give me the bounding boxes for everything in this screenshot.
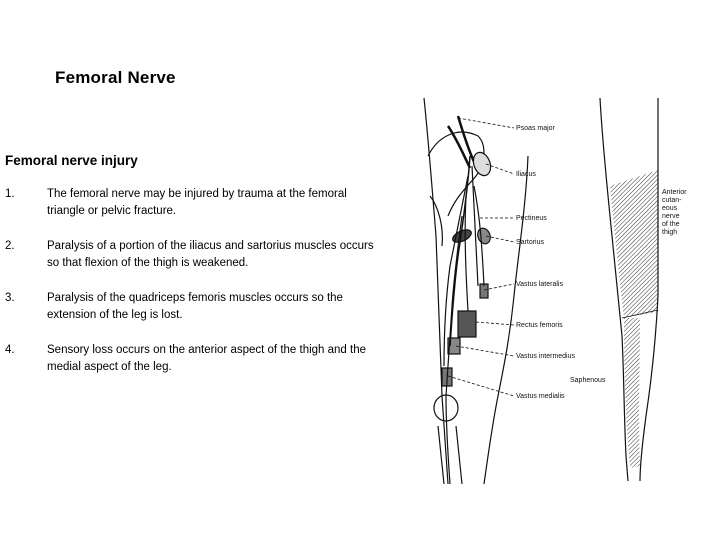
- label-vastus-medialis: Vastus medialis: [516, 393, 565, 400]
- cutaneous-label-line: nerve: [662, 213, 680, 220]
- cutaneous-label-line: Anterior: [662, 189, 687, 196]
- point-text: Sensory loss occurs on the anterior aspect of the thigh and the medial aspect of the leg.: [47, 344, 366, 373]
- label-vastus-intermedius: Vastus intermedius: [516, 353, 576, 360]
- cutaneous-nerve-label: [662, 189, 687, 236]
- section-heading: Femoral nerve injury: [5, 153, 138, 168]
- cutaneous-label-line: cutan-: [662, 197, 682, 204]
- label-rectus-femoris: Rectus femoris: [516, 322, 563, 329]
- injury-point: [5, 238, 385, 272]
- point-text: Paralysis of a portion of the iliacus and sartorius muscles occurs so that flexion of the thigh is weakened.: [47, 240, 374, 269]
- label-vastus-lateralis: Vastus lateralis: [516, 281, 563, 288]
- point-text: The femoral nerve may be injured by trauma at the femoral triangle or pelvic fracture.: [47, 188, 347, 217]
- point-number: 3.: [5, 292, 15, 304]
- injury-point: [5, 342, 385, 376]
- leg-sensory-map-drawing: [600, 98, 658, 481]
- point-number: 2.: [5, 240, 15, 252]
- injury-point: [5, 186, 385, 220]
- injury-point-list: [5, 186, 385, 394]
- label-pectineus: Pectineus: [516, 215, 547, 222]
- cutaneous-label-line: of the: [662, 221, 680, 228]
- label-iliacus: Iliacus: [516, 171, 536, 178]
- slide-title: Femoral Nerve: [55, 68, 176, 87]
- cutaneous-label-line: eous: [662, 205, 678, 212]
- label-saphenous: Saphenous: [570, 377, 606, 384]
- point-number: 4.: [5, 344, 15, 356]
- point-text: Paralysis of the quadriceps femoris muscles occurs so the extension of the leg is lost.: [47, 292, 343, 321]
- thigh-anatomy-drawing: [424, 98, 528, 484]
- label-psoas-major: Psoas major: [516, 125, 555, 132]
- cutaneous-label-line: thigh: [662, 229, 678, 236]
- label-sartorius: Sartorius: [516, 239, 545, 246]
- point-number: 1.: [5, 188, 15, 200]
- injury-point: [5, 290, 385, 324]
- femoral-nerve-illustration: [418, 96, 720, 486]
